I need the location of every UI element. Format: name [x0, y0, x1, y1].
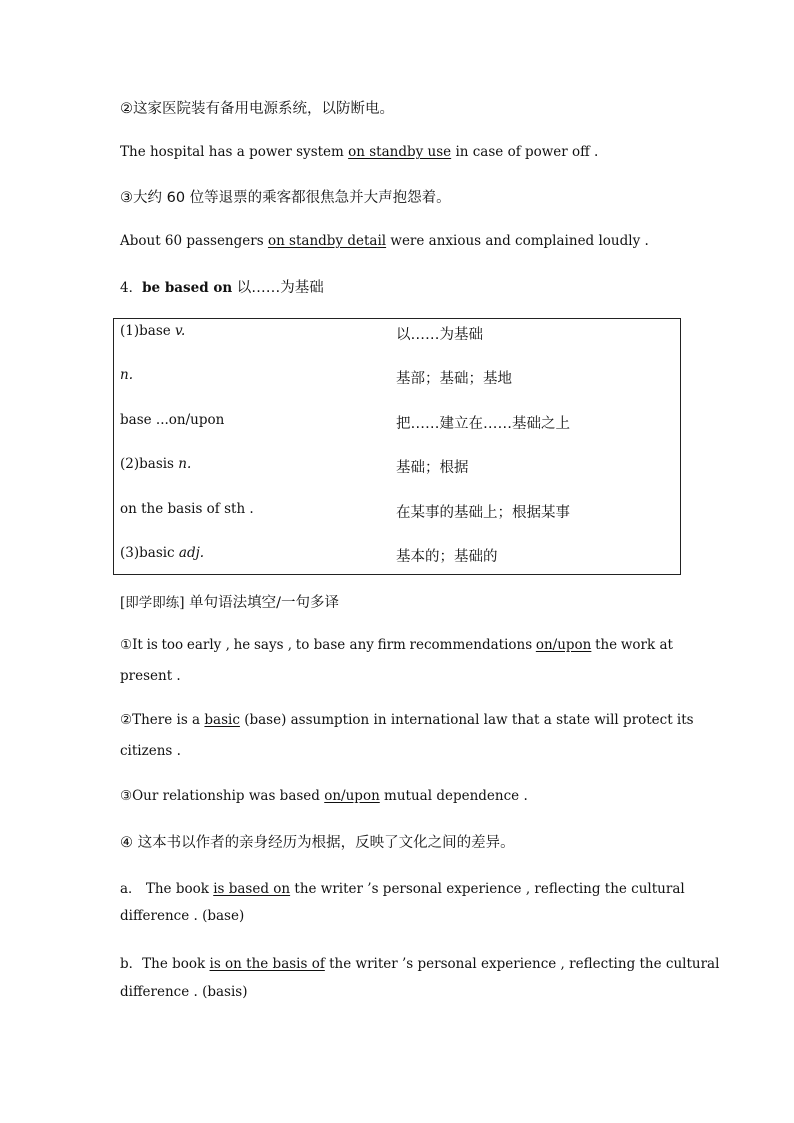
practice-header	[120, 591, 339, 612]
text-segment: ③Our relationship was based	[120, 788, 325, 804]
question-1-line-2: present .	[120, 668, 181, 684]
question-1-line-1	[120, 637, 673, 653]
section-heading-4	[120, 276, 324, 297]
word: ①It	[120, 637, 143, 653]
term-text: (3)basic	[120, 545, 179, 561]
practice-label: [即学即练]	[120, 595, 185, 611]
answer-blank: on standby use	[348, 144, 452, 160]
part-of-speech: n.	[178, 456, 192, 472]
heading-number: 4．	[120, 280, 143, 296]
table-row	[120, 545, 674, 567]
term-text: (1)base	[120, 323, 176, 339]
example-2-chinese: ②这家医院装有备用电源系统，以防断电。	[120, 101, 394, 117]
heading-meaning: 以……为基础	[232, 280, 324, 296]
table-row	[120, 323, 674, 345]
term-text: on the basis of sth .	[120, 501, 254, 517]
table-row	[120, 456, 674, 478]
table-row	[120, 501, 674, 523]
table-cell-term	[120, 323, 185, 339]
word: early ,	[186, 637, 230, 653]
question-4a-line-1	[120, 877, 685, 897]
text-segment: were anxious and complained loudly .	[386, 233, 649, 249]
word: he	[233, 637, 251, 653]
answer-blank: is on the basis of	[209, 956, 325, 972]
question-4b-line-2: difference . (basis)	[120, 984, 248, 1000]
text-segment: ②There is a	[120, 712, 205, 728]
text-segment: the writer ’s personal experience , reflecting the cultural	[324, 956, 720, 972]
text-segment: mutual dependence .	[379, 788, 528, 804]
question-4a-line-2: difference . (base)	[120, 908, 245, 924]
word: too	[161, 637, 184, 653]
part-of-speech: v.	[175, 323, 186, 339]
answer-blank: basic	[204, 712, 240, 728]
word: the	[595, 637, 618, 653]
word: to base any	[295, 637, 374, 653]
answer-blank: on standby detail	[267, 233, 387, 249]
table-cell-meaning: 在某事的基础上；根据某事	[396, 505, 570, 521]
question-3	[120, 788, 528, 804]
question-2-line-1	[120, 712, 694, 728]
text-segment: b．The book	[120, 956, 210, 972]
table-cell-term	[120, 545, 204, 561]
table-cell-meaning: 基部；基础；基地	[396, 371, 512, 387]
answer-blank: is based on	[213, 881, 291, 897]
part-of-speech: adj.	[178, 545, 205, 561]
table-row	[120, 367, 674, 389]
table-cell-meaning: 把……建立在……基础之上	[396, 416, 570, 432]
word: is	[146, 637, 158, 653]
question-2-line-2: citizens .	[120, 743, 181, 759]
word: recommendations	[409, 637, 533, 653]
question-4-chinese: ④ 这本书以作者的亲身经历为根据，反映了文化之间的差异。	[120, 835, 515, 851]
text-segment: a． The book	[120, 881, 214, 897]
example-3-english	[120, 233, 649, 249]
table-cell-term	[120, 501, 254, 517]
example-3-chinese: ③大约 60 位等退票的乘客都很焦急并大声抱怨着。	[120, 190, 451, 206]
table-row	[120, 412, 674, 434]
text-segment: About 60 passengers	[120, 233, 268, 249]
table-cell-term	[120, 456, 191, 472]
text-segment: in case of power off .	[451, 144, 599, 160]
word: firm	[377, 637, 406, 653]
table-cell-meaning: 以……为基础	[396, 327, 483, 343]
part-of-speech: n.	[120, 367, 133, 383]
table-cell-term	[120, 367, 133, 383]
table-cell-meaning: 基本的；基础的	[396, 549, 498, 565]
term-text: (2)basis	[120, 456, 179, 472]
text-segment: (base) assumption in international law that a state will protect its	[239, 712, 694, 728]
practice-title: 单句语法填空/一句多译	[184, 595, 340, 611]
table-cell-meaning: 基础；根据	[396, 460, 469, 476]
answer-blank: on/upon	[535, 637, 592, 653]
text-segment: The hospital has a power system	[120, 144, 349, 160]
question-4b-line-1	[120, 952, 719, 972]
word: says ,	[253, 637, 293, 653]
table-cell-term	[120, 412, 224, 428]
term-text: base ...on/upon	[120, 412, 225, 428]
example-2-english	[120, 144, 598, 160]
vocab-table	[113, 318, 681, 575]
heading-phrase: be based on	[142, 280, 233, 296]
text-segment: the writer ’s personal experience , reflecting the cultural	[290, 881, 685, 897]
word: work at	[620, 637, 673, 653]
answer-blank: on/upon	[324, 788, 380, 804]
